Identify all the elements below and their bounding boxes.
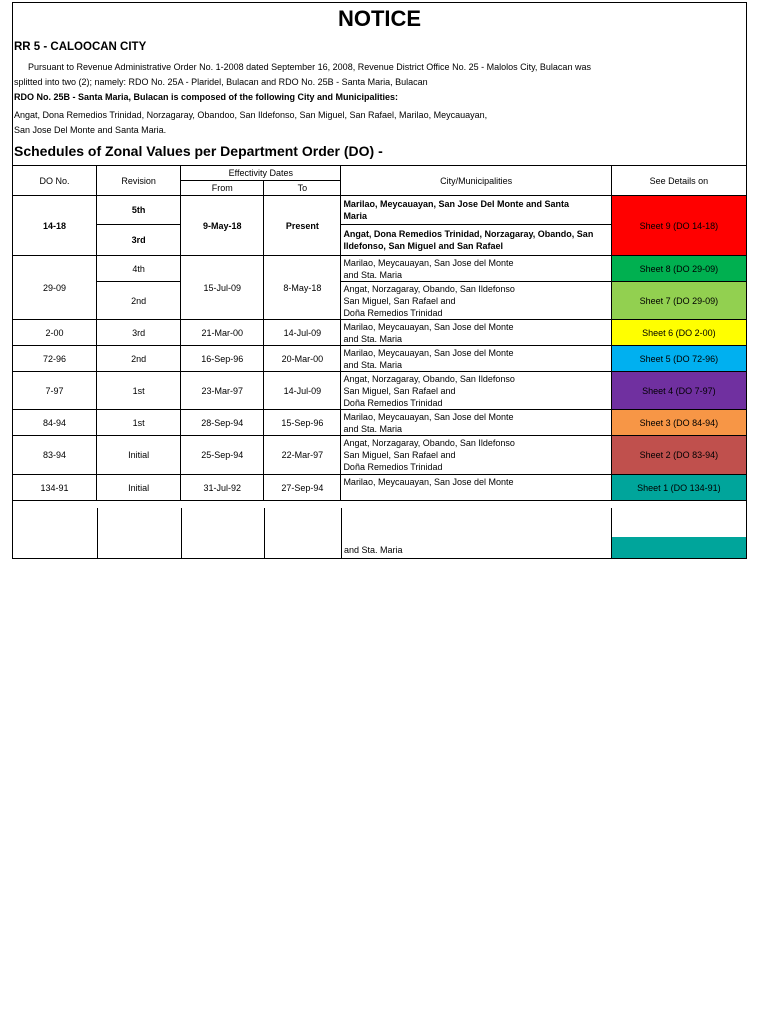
city-list: Marilao, Meycauayan, San Jose del Monte	[341, 475, 611, 501]
table-row	[13, 346, 747, 372]
header-revision: Revision	[97, 166, 181, 196]
sheet-link-3[interactable]: Sheet 3 (DO 84-94)	[611, 410, 746, 436]
revision: Initial	[97, 475, 181, 501]
column-divider	[264, 508, 265, 558]
zonal-values-table	[12, 165, 747, 501]
header-do-no: DO No.	[13, 166, 97, 196]
notice-title: NOTICE	[337, 6, 422, 31]
notice-sheet	[12, 2, 747, 508]
table-row	[13, 196, 747, 225]
table-row	[13, 410, 747, 436]
do-number: 2-00	[13, 320, 97, 346]
from-date: 21-Mar-00	[181, 320, 264, 346]
table-row	[13, 282, 747, 320]
revision: 5th	[97, 196, 181, 225]
table-row	[13, 475, 747, 501]
city-list: Marilao, Meycauayan, San Jose del Monte and Sta. Maria	[341, 346, 611, 372]
do-number: 84-94	[13, 410, 97, 436]
revision: 4th	[97, 256, 181, 282]
city-list: Angat, Dona Remedios Trinidad, Norzagaray, Obando, San Ildefonso, San Miguel and San Rafael	[341, 225, 611, 256]
column-divider	[341, 508, 342, 558]
to-date: Present	[264, 196, 341, 256]
city-list: Angat, Norzagaray, Obando, San Ildefonso San Miguel, San Rafael and Doña Remedios Trinidad	[341, 282, 611, 320]
sheet-link-1-continued[interactable]	[612, 537, 746, 558]
to-date: 14-Jul-09	[264, 320, 341, 346]
to-date: 20-Mar-00	[264, 346, 341, 372]
from-date: 25-Sep-94	[181, 436, 264, 475]
city-list: Marilao, Meycauayan, San Jose del Monte and Sta. Maria	[341, 320, 611, 346]
column-divider	[97, 508, 98, 558]
to-date: 14-Jul-09	[264, 372, 341, 410]
sheet-link-9[interactable]: Sheet 9 (DO 14-18)	[611, 196, 746, 256]
sheet-link-6[interactable]: Sheet 6 (DO 2-00)	[611, 320, 746, 346]
column-divider	[181, 508, 182, 558]
revision: 1st	[97, 410, 181, 436]
rdo-composition-text: RDO No. 25B - Santa Maria, Bulacan is composed of the following City and Municipalities:	[14, 92, 399, 102]
do-number: 83-94	[13, 436, 97, 475]
to-date: 8-May-18	[264, 256, 341, 320]
from-date: 9-May-18	[181, 196, 264, 256]
table-continuation	[12, 508, 747, 559]
to-date: 22-Mar-97	[264, 436, 341, 475]
to-date: 15-Sep-96	[264, 410, 341, 436]
do-number: 29-09	[13, 256, 97, 320]
city-list-continued: and Sta. Maria	[344, 545, 403, 555]
revision: 2nd	[97, 282, 181, 320]
city-list: Angat, Norzagaray, Obando, San Ildefonso San Miguel, San Rafael and Doña Remedios Trinidad	[341, 372, 611, 410]
revision: 1st	[97, 372, 181, 410]
do-number: 72-96	[13, 346, 97, 372]
from-date: 16-Sep-96	[181, 346, 264, 372]
do-number: 7-97	[13, 372, 97, 410]
do-number: 14-18	[13, 196, 97, 256]
revision: 3rd	[97, 320, 181, 346]
do-number: 134-91	[13, 475, 97, 501]
header-to: To	[264, 181, 341, 196]
table-row	[13, 256, 747, 282]
city-list: Marilao, Meycauayan, San Jose del Monte and Sta. Maria	[341, 256, 611, 282]
city-list: Angat, Norzagaray, Obando, San Ildefonso San Miguel, San Rafael and Doña Remedios Trinidad	[341, 436, 611, 475]
from-date: 23-Mar-97	[181, 372, 264, 410]
revision: Initial	[97, 436, 181, 475]
revision: 3rd	[97, 225, 181, 256]
revision: 2nd	[97, 346, 181, 372]
table-row	[13, 436, 747, 475]
city-list: Marilao, Meycauayan, San Jose del Monte and Sta. Maria	[341, 410, 611, 436]
header-details: See Details on	[611, 166, 746, 196]
sheet-link-8[interactable]: Sheet 8 (DO 29-09)	[611, 256, 746, 282]
from-date: 31-Jul-92	[181, 475, 264, 501]
sheet-link-4[interactable]: Sheet 4 (DO 7-97)	[611, 372, 746, 410]
table-row	[13, 320, 747, 346]
sheet-link-5[interactable]: Sheet 5 (DO 72-96)	[611, 346, 746, 372]
municipalities-line: San Jose Del Monte and Santa Maria.	[14, 125, 167, 135]
header-city: City/Municipalities	[341, 166, 611, 196]
notice-paragraph-line: splitted into two (2); namely: RDO No. 25A - Plaridel, Bulacan and RDO No. 25B - Santa Maria, Bulacan	[14, 77, 428, 87]
to-date: 27-Sep-94	[264, 475, 341, 501]
header-effectivity: Effectivity Dates	[181, 166, 341, 181]
notice-paragraph-line: Pursuant to Revenue Administrative Order No. 1-2008 dated September 16, 2008, Revenue District Office No. 25 - Malolos City, Bulacan was	[28, 62, 591, 72]
table-row	[13, 372, 747, 410]
city-list: Marilao, Meycauayan, San Jose Del Monte and Santa Maria	[341, 196, 611, 225]
header-from: From	[181, 181, 264, 196]
schedule-heading: Schedules of Zonal Values per Department Order (DO) -	[14, 143, 383, 159]
sheet-link-2[interactable]: Sheet 2 (DO 83-94)	[611, 436, 746, 475]
from-date: 28-Sep-94	[181, 410, 264, 436]
from-date: 15-Jul-09	[181, 256, 264, 320]
sheet-link-7[interactable]: Sheet 7 (DO 29-09)	[611, 282, 746, 320]
municipalities-line: Angat, Dona Remedios Trinidad, Norzagaray, Obandoo, San Ildefonso, San Miguel, San Rafael, Marilao, Meycauayan,	[14, 110, 488, 120]
sheet-link-1[interactable]: Sheet 1 (DO 134-91)	[611, 475, 746, 501]
region-heading: RR 5 - CALOOCAN CITY	[14, 41, 147, 53]
